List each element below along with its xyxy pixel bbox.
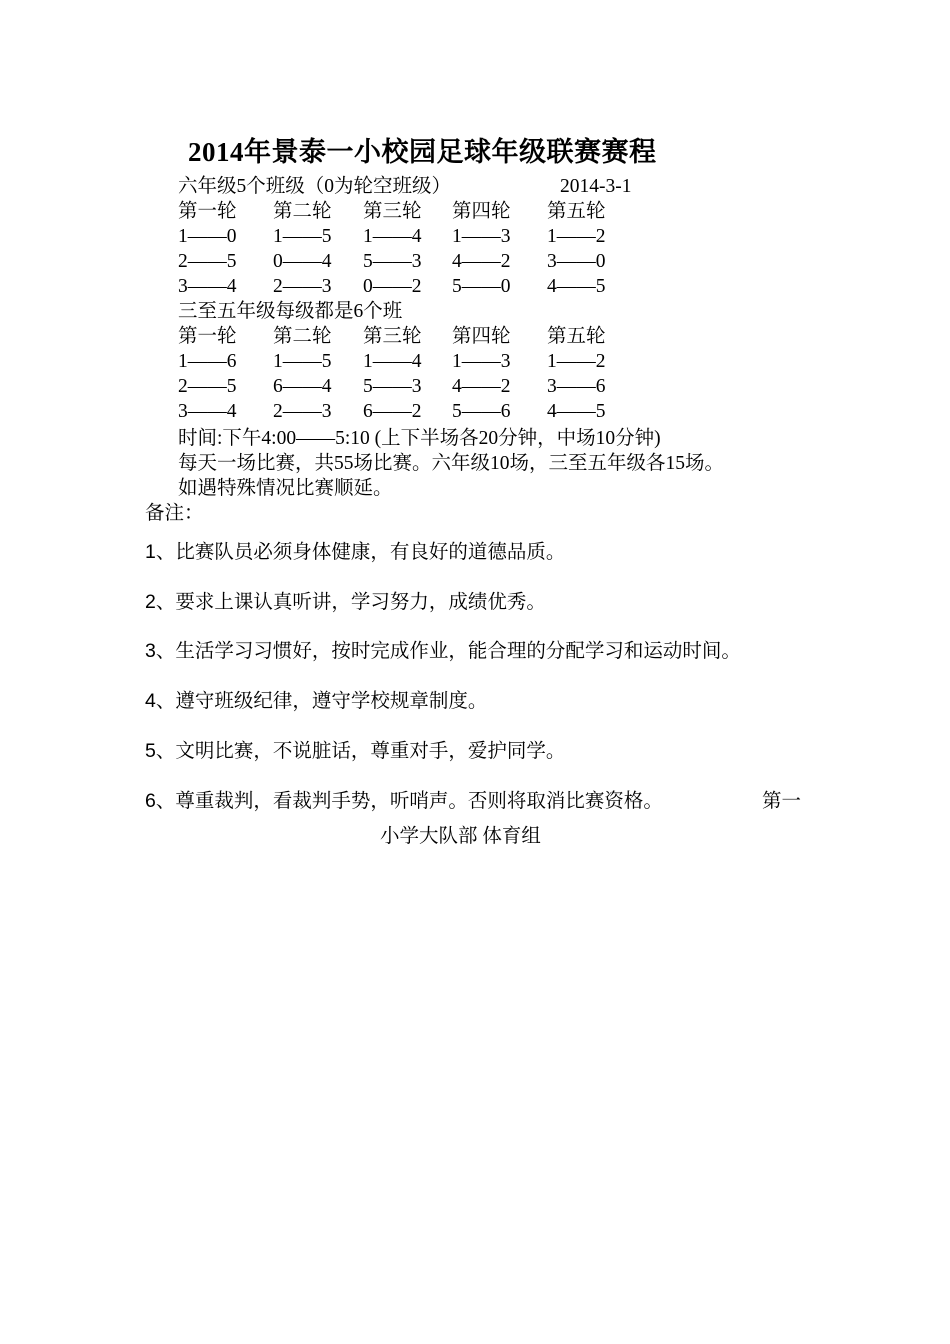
match-cell: 5——3: [363, 251, 422, 272]
rule-text: 要求上课认真听讲，学习努力，成绩优秀。: [175, 592, 546, 613]
match-cell: 4——5: [547, 276, 606, 297]
rule-number: 6、: [145, 790, 176, 812]
round-label: 第一轮: [178, 326, 237, 347]
rule-text: 生活学习习惯好，按时完成作业，能合理的分配学习和运动时间。: [175, 641, 741, 662]
match-cell: 1——2: [547, 226, 606, 247]
notes-heading: 备注：: [145, 503, 204, 524]
rule-item: [145, 785, 805, 813]
round-label: 第三轮: [363, 326, 422, 347]
rule-number: 2、: [145, 591, 176, 613]
match-cell: 2——5: [178, 376, 237, 397]
rule-number: 5、: [145, 740, 176, 762]
match-cell: 2——3: [273, 276, 332, 297]
round-label: 第二轮: [273, 201, 332, 222]
round-label: 第四轮: [452, 326, 511, 347]
match-cell: 5——3: [363, 376, 422, 397]
match-cell: 1——5: [273, 351, 332, 372]
match-cell: 3——6: [547, 376, 606, 397]
match-count-info: 每天一场比赛，共55场比赛。六年级10场，三至五年级各15场。: [178, 453, 725, 474]
round-label: 第二轮: [273, 326, 332, 347]
match-cell: 6——4: [273, 376, 332, 397]
rule-number: 3、: [145, 640, 176, 662]
rule-number: 1、: [145, 541, 176, 563]
round-label: 第四轮: [452, 201, 511, 222]
match-cell: 5——6: [452, 401, 511, 422]
match-cell: 1——6: [178, 351, 237, 372]
rule-item: [145, 586, 546, 614]
match-cell: 3——4: [178, 401, 237, 422]
match-cell: 4——5: [547, 401, 606, 422]
rule-text: 尊重裁判，看裁判手势，听哨声。否则将取消比赛资格。: [175, 791, 663, 812]
schedule-date: 2014-3-1: [560, 176, 632, 197]
document-title: 2014年景泰一小校园足球年级联赛赛程: [188, 137, 657, 167]
match-cell: 6——2: [363, 401, 422, 422]
rule-item: [145, 735, 565, 763]
match-cell: 1——4: [363, 351, 422, 372]
round-label: 第五轮: [547, 201, 606, 222]
match-cell: 1——0: [178, 226, 237, 247]
rule-number: 4、: [145, 690, 176, 712]
round-label: 第五轮: [547, 326, 606, 347]
rule-text: 文明比赛，不说脏话，尊重对手，爱护同学。: [175, 741, 566, 762]
match-cell: 3——0: [547, 251, 606, 272]
delay-info: 如遇特殊情况比赛顺延。: [178, 478, 393, 499]
match-cell: 1——2: [547, 351, 606, 372]
time-info: 时间:下午4:00——5:10 (上下半场各20分钟，中场10分钟): [178, 428, 661, 449]
rule-item: [145, 685, 487, 713]
match-cell: 0——2: [363, 276, 422, 297]
rule-text: 比赛队员必须身体健康，有良好的道德品质。: [175, 542, 566, 563]
match-cell: 3——4: [178, 276, 237, 297]
signature-part1: 第一: [762, 791, 802, 812]
grade3to5-intro: 三至五年级每级都是6个班: [178, 301, 403, 322]
round-label: 第三轮: [363, 201, 422, 222]
rule-item: [145, 536, 565, 564]
match-cell: 1——3: [452, 351, 511, 372]
match-cell: 4——2: [452, 251, 511, 272]
match-cell: 2——3: [273, 401, 332, 422]
rule-text: 遵守班级纪律，遵守学校规章制度。: [175, 691, 488, 712]
signature: 小学大队部 体育组: [380, 826, 541, 847]
match-cell: 4——2: [452, 376, 511, 397]
match-cell: 1——4: [363, 226, 422, 247]
match-cell: 5——0: [452, 276, 511, 297]
match-cell: 0——4: [273, 251, 332, 272]
rule-item: [145, 635, 741, 663]
match-cell: 1——5: [273, 226, 332, 247]
match-cell: 1——3: [452, 226, 511, 247]
match-cell: 2——5: [178, 251, 237, 272]
grade6-intro: 六年级5个班级（0为轮空班级）: [178, 176, 452, 197]
round-label: 第一轮: [178, 201, 237, 222]
